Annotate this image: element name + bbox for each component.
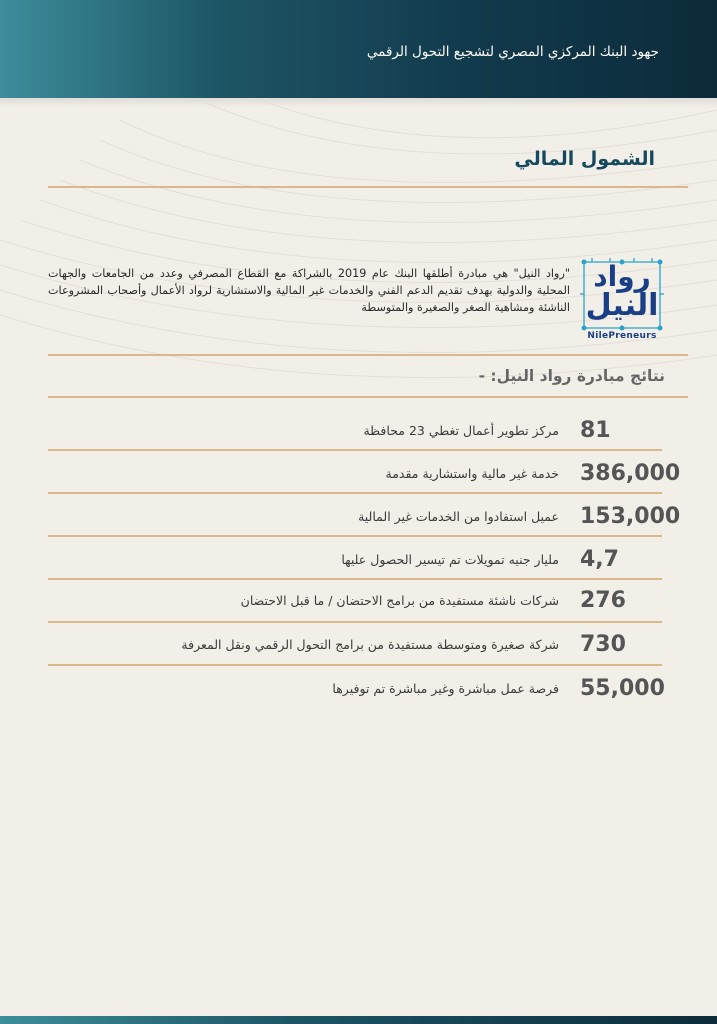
nilepreneurs-logo [580,258,664,344]
stat-row [0,418,717,458]
section-title: الشمول المالي [514,148,655,170]
logo-word-bottom: النيل [585,288,659,323]
stat-label: مليار جنيه تمويلات تم تيسير الحصول عليها [341,552,559,567]
stat-label: خدمة غير مالية واستشارية مقدمة [385,466,559,481]
stat-divider [48,449,662,451]
logo-caption: NilePreneurs [587,331,657,341]
stat-value: 276 [580,588,626,613]
stat-value: 55,000 [580,676,665,701]
stat-divider [48,621,662,623]
stat-divider [48,664,662,666]
results-title-divider [48,396,688,398]
stat-row [0,547,717,587]
stat-label: شركة صغيرة ومتوسطة مستفيدة من برامج التحول الرقمي ونقل المعرفة [181,637,559,652]
results-title: نتائج مبادرة رواد النيل: - [478,367,665,385]
stat-row [0,632,717,672]
stat-divider [48,578,662,580]
page-footer [0,1016,717,1024]
stat-row [0,504,717,544]
stat-divider [48,535,662,537]
stat-row [0,676,717,716]
stat-row [0,461,717,501]
stat-value: 81 [580,418,611,443]
stat-label: عميل استفادوا من الخدمات غير المالية [358,509,559,524]
stat-value: 153,000 [580,504,681,529]
stat-label: شركات ناشئة مستفيدة من برامج الاحتضان / ما قبل الاحتضان [240,593,559,608]
logo-word-top: رواد [593,260,651,293]
stat-label: فرصة عمل مباشرة وغير مباشرة تم توفيرها [332,681,559,696]
header-title: جهود البنك المركزي المصري لتشجيع التحول الرقمي [366,44,659,60]
intro-paragraph: "رواد النيل" هي مبادرة أطلقها البنك عام 2019 بالشراكة مع القطاع المصرفي وعدد من الجامعات والجهات المحلية والدولية بهدف تقديم الدعم الفني والخدمات غير المالية والاستشارية لرواد الأعمال وأصحاب المشروعات الناشئة ومشاهية الصغر والصغيرة والمتوسطة [48,267,570,314]
stat-value: 386,000 [580,461,681,486]
stat-value: 730 [580,632,626,657]
intro-divider [48,354,688,356]
section-divider [48,186,688,188]
stat-value: 4,7 [580,547,619,572]
stat-label: مركز تطوير أعمال تغطي 23 محافظة [363,423,559,438]
stat-divider [48,492,662,494]
page-header [0,0,717,98]
